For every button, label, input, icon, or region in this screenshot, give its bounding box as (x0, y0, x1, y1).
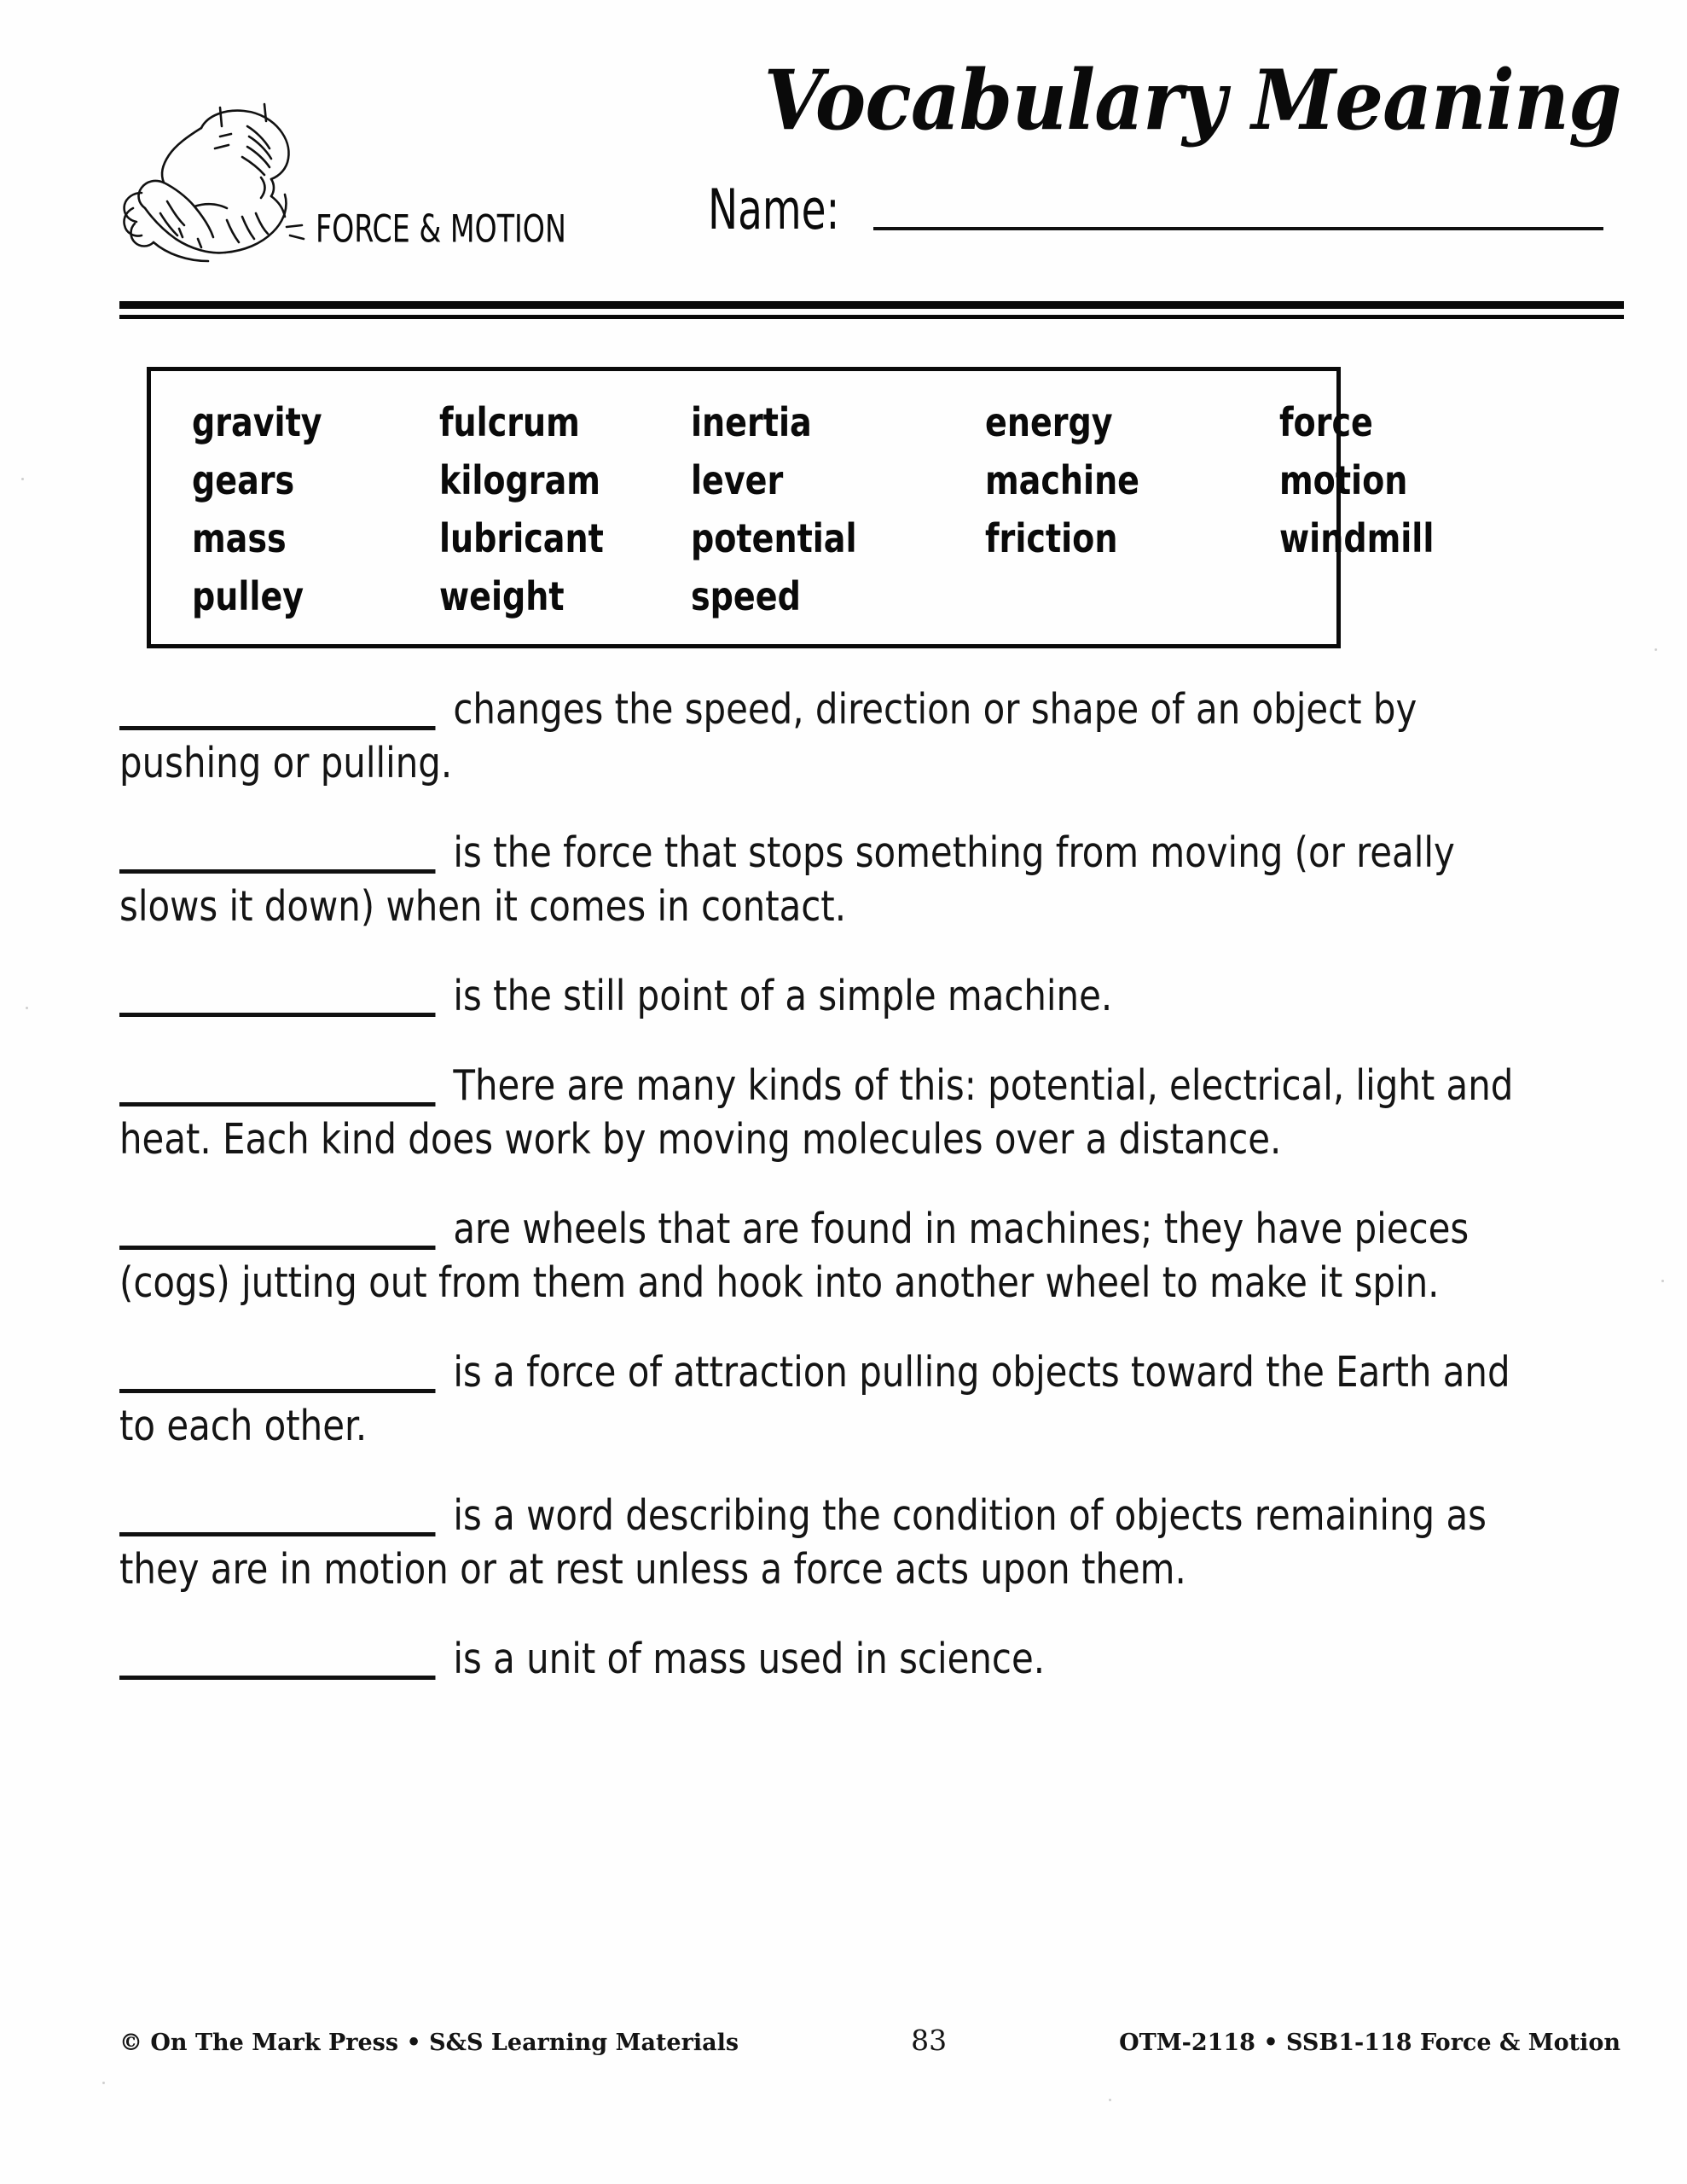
answer-blank-2[interactable] (119, 830, 436, 874)
vocabulary-word-bank (147, 367, 1435, 648)
vocab-word: machine (985, 457, 1140, 503)
question-text-1 (119, 682, 1545, 790)
question-text-4 (119, 1059, 1545, 1166)
question-text-2 (119, 826, 1545, 933)
scan-speck (21, 478, 24, 480)
scan-speck (102, 2082, 105, 2084)
answer-blank-1[interactable] (119, 687, 436, 730)
question-text-6 (119, 1345, 1545, 1453)
name-field-row (708, 177, 1603, 242)
vocab-word: friction (985, 515, 1118, 561)
answer-blank-4[interactable] (119, 1063, 436, 1107)
vocab-word: lubricant (439, 515, 604, 561)
question-prompt: is a word describing the condition of objects remaining as they are in motion or at rest unless a force acts upon them. (119, 1491, 1487, 1594)
name-label: Name: (708, 177, 840, 242)
question-prompt: is the force that stops something from moving (or really slows it down) when it comes in contact. (119, 828, 1455, 931)
question-item (119, 1345, 1620, 1453)
vocab-word: speed (691, 573, 801, 619)
vocab-word: energy (985, 399, 1113, 445)
question-text-7 (119, 1489, 1545, 1596)
vocab-word: windmill (1279, 515, 1435, 561)
vocab-word: lever (691, 457, 784, 503)
page-number: 83 (911, 2024, 948, 2057)
vocabulary-grid (192, 393, 1447, 625)
vocab-word: weight (439, 573, 565, 619)
question-item (119, 969, 1620, 1023)
scan-speck (1655, 648, 1657, 651)
answer-blank-8[interactable] (119, 1636, 436, 1680)
question-prompt: is the still point of a simple machine. (453, 972, 1113, 1020)
question-prompt: are wheels that are found in machines; they have pieces (cogs) jutting out from them and hook into another wheel to make it spin. (119, 1205, 1470, 1307)
question-item (119, 682, 1620, 790)
scan-speck (1661, 1280, 1664, 1282)
vocab-word: force (1279, 399, 1373, 445)
hands-gripping-icon (119, 92, 316, 263)
vocab-word: gravity (192, 399, 322, 445)
page-title: Vocabulary Meaning (763, 52, 1620, 148)
question-prompt: There are many kinds of this: potential, electrical, light and heat. Each kind does work by moving molecules over a distance. (119, 1061, 1514, 1164)
vocab-word: inertia (691, 399, 812, 445)
question-prompt: is a force of attraction pulling objects toward the Earth and to each other. (119, 1348, 1510, 1450)
subject-label: FORCE & MOTION (316, 206, 566, 251)
question-item (119, 1489, 1620, 1596)
page-header (119, 52, 1620, 290)
vocab-word: fulcrum (439, 399, 580, 445)
name-input-line[interactable] (873, 227, 1603, 230)
footer-product-code: OTM-2118 • SSB1-118 Force & Motion (1119, 2030, 1620, 2056)
question-item (119, 1632, 1620, 1686)
question-item (119, 1202, 1620, 1310)
question-text-3 (119, 969, 1545, 1023)
answer-blank-3[interactable] (119, 973, 436, 1017)
question-prompt: is a unit of mass used in science. (453, 1635, 1046, 1683)
header-rule-thick (119, 301, 1624, 309)
footer-copyright: © On The Mark Press • S&S Learning Materials (119, 2030, 739, 2056)
answer-blank-6[interactable] (119, 1350, 436, 1393)
question-text-8 (119, 1632, 1545, 1686)
vocab-word: kilogram (439, 457, 600, 503)
vocab-word: pulley (192, 573, 304, 619)
header-rule-thin (119, 315, 1624, 319)
vocab-word: potential (691, 515, 857, 561)
questions-list (119, 682, 1620, 1722)
page-footer (119, 2024, 1620, 2057)
question-text-5 (119, 1202, 1545, 1310)
scan-speck (1109, 2099, 1111, 2101)
vocab-word: motion (1279, 457, 1408, 503)
answer-blank-5[interactable] (119, 1206, 436, 1250)
answer-blank-7[interactable] (119, 1493, 436, 1536)
scan-speck (26, 1007, 28, 1009)
question-prompt: changes the speed, direction or shape of an object by pushing or pulling. (119, 685, 1417, 787)
vocab-word: mass (192, 515, 287, 561)
question-item (119, 1059, 1620, 1166)
question-item (119, 826, 1620, 933)
vocab-word: gears (192, 457, 295, 503)
